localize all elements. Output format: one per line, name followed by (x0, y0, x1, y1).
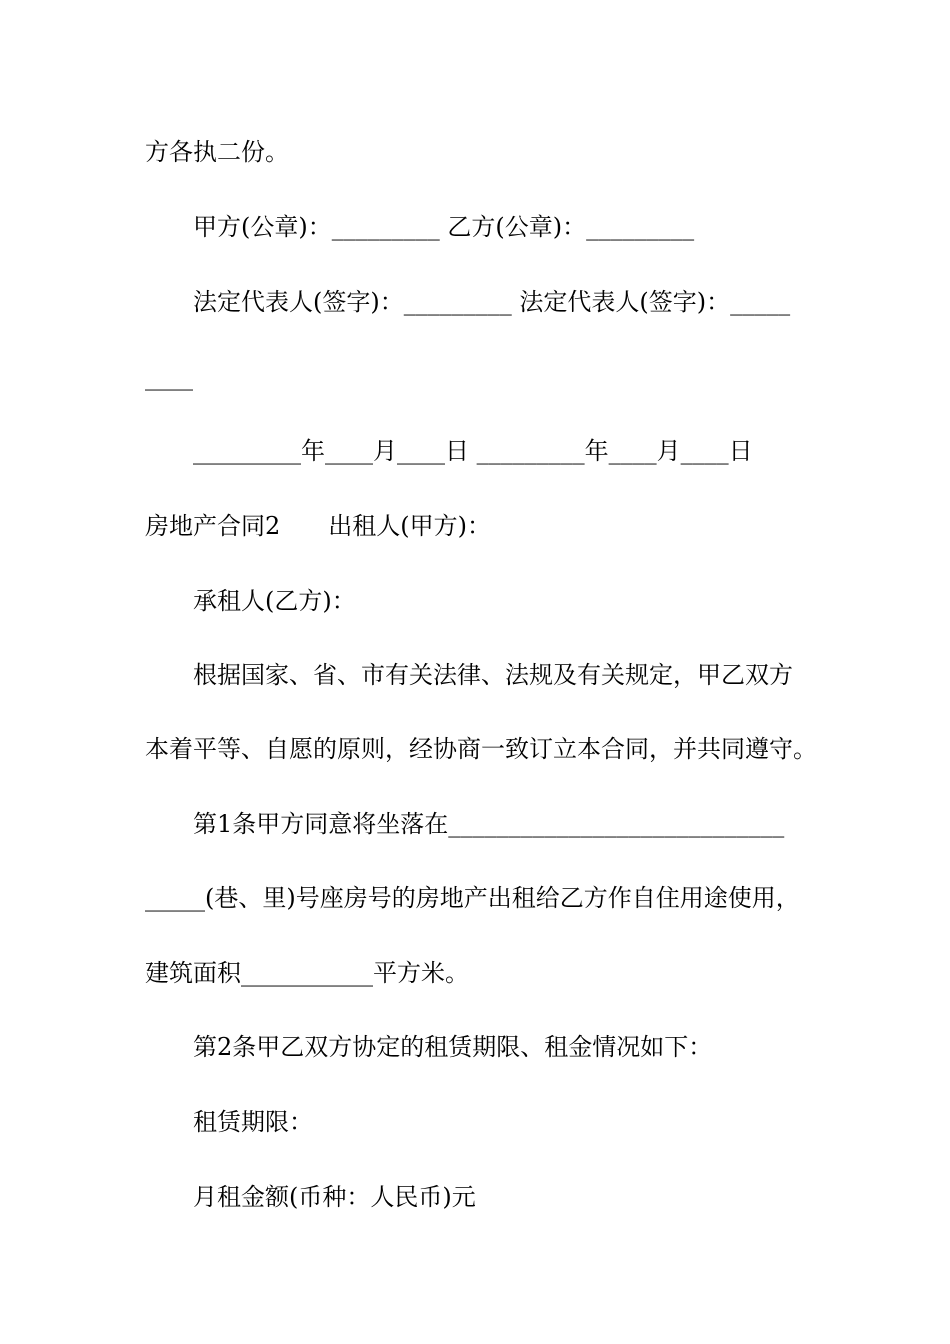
article-1-line: _____(巷、里)号座房号的房地产出租给乙方作自住用途使用， (145, 884, 800, 912)
paragraph-line: 本着平等、自愿的原则，经协商一致订立本合同，并共同遵守。 (145, 735, 817, 763)
article-1-line: 建筑面积___________平方米。 (145, 959, 469, 987)
date-line: _________年____月____日 _________年____月____日 (193, 437, 753, 465)
article-2-line: 第2条甲乙双方协定的租赁期限、租金情况如下： (193, 1033, 713, 1061)
text-line: 方各执二份。 (145, 138, 289, 166)
contract-heading: 房地产合同2 出租人(甲方)： (145, 512, 491, 540)
signature-line-continuation: ____ (145, 363, 193, 391)
article-1-line: 第1条甲方同意将坐落在____________________________ (193, 810, 785, 838)
monthly-rent-line: 月租金额(币种：人民币)元 (193, 1183, 476, 1211)
signature-line: 法定代表人(签字)：_________ 法定代表人(签字)：_____ (193, 288, 791, 316)
lessee-line: 承租人(乙方)： (193, 587, 356, 615)
lease-term-line: 租赁期限： (193, 1108, 313, 1136)
paragraph-line: 根据国家、省、市有关法律、法规及有关规定，甲乙双方 (193, 661, 793, 689)
seal-line: 甲方(公章)：_________ 乙方(公章)：_________ (193, 213, 695, 241)
